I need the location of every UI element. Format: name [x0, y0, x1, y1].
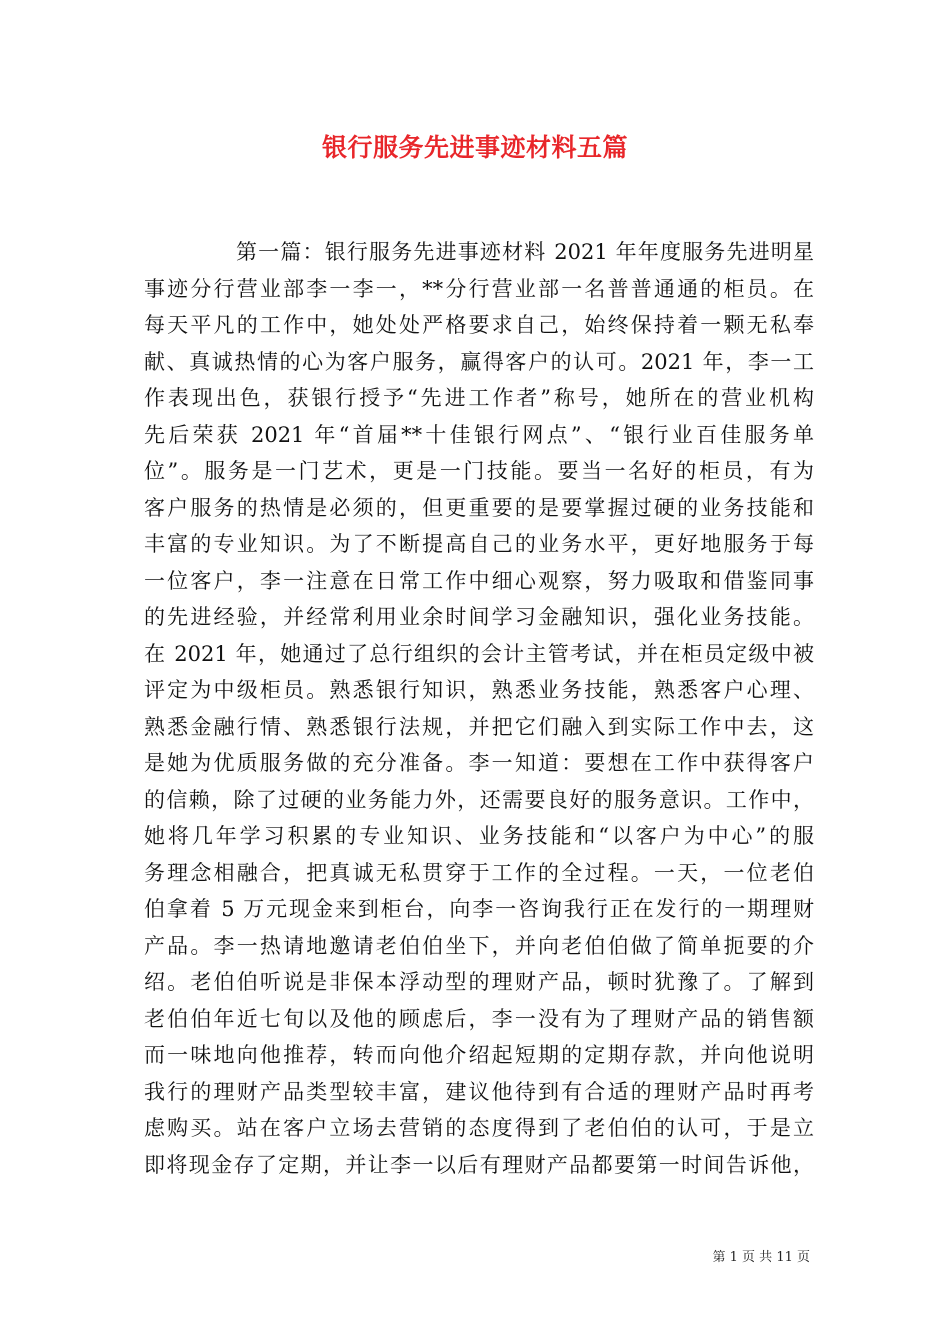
- text-line: 丰富的专业知识。为了不断提高自己的业务水平，更好地服务于每: [144, 532, 814, 556]
- text-line: 伯拿着 5 万元现金来到柜台，向李一咨询我行正在发行的一期理财: [144, 897, 814, 921]
- text-line: 事迹分行营业部李一李一，**分行营业部一名普普通通的柜员。在: [144, 276, 814, 301]
- text-line: 即将现金存了定期，并让李一以后有理财产品都要第一时间告诉他，: [144, 1152, 814, 1177]
- text-line: 她将几年学习积累的专业知识、业务技能和“以客户为中心”的服: [144, 824, 814, 848]
- text-line: 先后荣获 2021 年“首届**十佳银行网点”、“银行业百佳服务单: [144, 422, 814, 447]
- text-line: 客户服务的热情是必须的，但更重要的是要掌握过硬的业务技能和: [144, 495, 814, 520]
- text-line: 献、真诚热情的心为客户服务，赢得客户的认可。2021 年，李一工: [144, 349, 814, 374]
- body-text: [144, 234, 814, 1183]
- text-line: 熟悉金融行情、熟悉银行法规，并把它们融入到实际工作中去，这: [144, 714, 814, 739]
- text-line: 一位客户，李一注意在日常工作中细心观察，努力吸取和借鉴同事: [144, 568, 814, 593]
- text-line: 位”。服务是一门艺术，更是一门技能。要当一名好的柜员，有为: [144, 459, 814, 483]
- text-line: 评定为中级柜员。熟悉银行知识，熟悉业务技能，熟悉客户心理、: [144, 678, 814, 702]
- text-line: 每天平凡的工作中，她处处严格要求自己，始终保持着一颗无私奉: [144, 313, 814, 337]
- page-number: 第 1 页 共 11 页: [712, 1250, 810, 1265]
- text-line: 在 2021 年，她通过了总行组织的会计主管考试，并在柜员定级中被: [144, 641, 814, 666]
- text-line: 绍。老伯伯听说是非保本浮动型的理财产品，顿时犹豫了。了解到: [144, 970, 814, 994]
- text-line: 是她为优质服务做的充分准备。李一知道：要想在工作中获得客户: [144, 751, 814, 775]
- text-line: 我行的理财产品类型较丰富，建议他待到有合适的理财产品时再考: [144, 1079, 814, 1104]
- text-line: 产品。李一热请地邀请老伯伯坐下，并向老伯伯做了简单扼要的介: [144, 933, 814, 958]
- page-title: 银行服务先进事迹材料五篇: [321, 133, 628, 162]
- text-line: 老伯伯年近七旬以及他的顾虑后，李一没有为了理财产品的销售额: [144, 1006, 814, 1031]
- text-line: 的信赖，除了过硬的业务能力外，还需要良好的服务意识。工作中，: [144, 787, 814, 812]
- text-line: 的先进经验，并经常利用业余时间学习金融知识，强化业务技能。: [144, 605, 814, 629]
- text-line: 作表现出色，获银行授予“先进工作者”称号，她所在的营业机构: [144, 386, 814, 410]
- text-line: 虑购买。站在客户立场去营销的态度得到了老伯伯的认可，于是立: [144, 1116, 814, 1140]
- text-line: 而一味地向他推荐，转而向他介绍起短期的定期存款，并向他说明: [144, 1043, 814, 1067]
- text-line: 第一篇：银行服务先进事迹材料 2021 年年度服务先进明星: [236, 240, 814, 264]
- text-line: 务理念相融合，把真诚无私贯穿于工作的全过程。一天，一位老伯: [144, 860, 814, 885]
